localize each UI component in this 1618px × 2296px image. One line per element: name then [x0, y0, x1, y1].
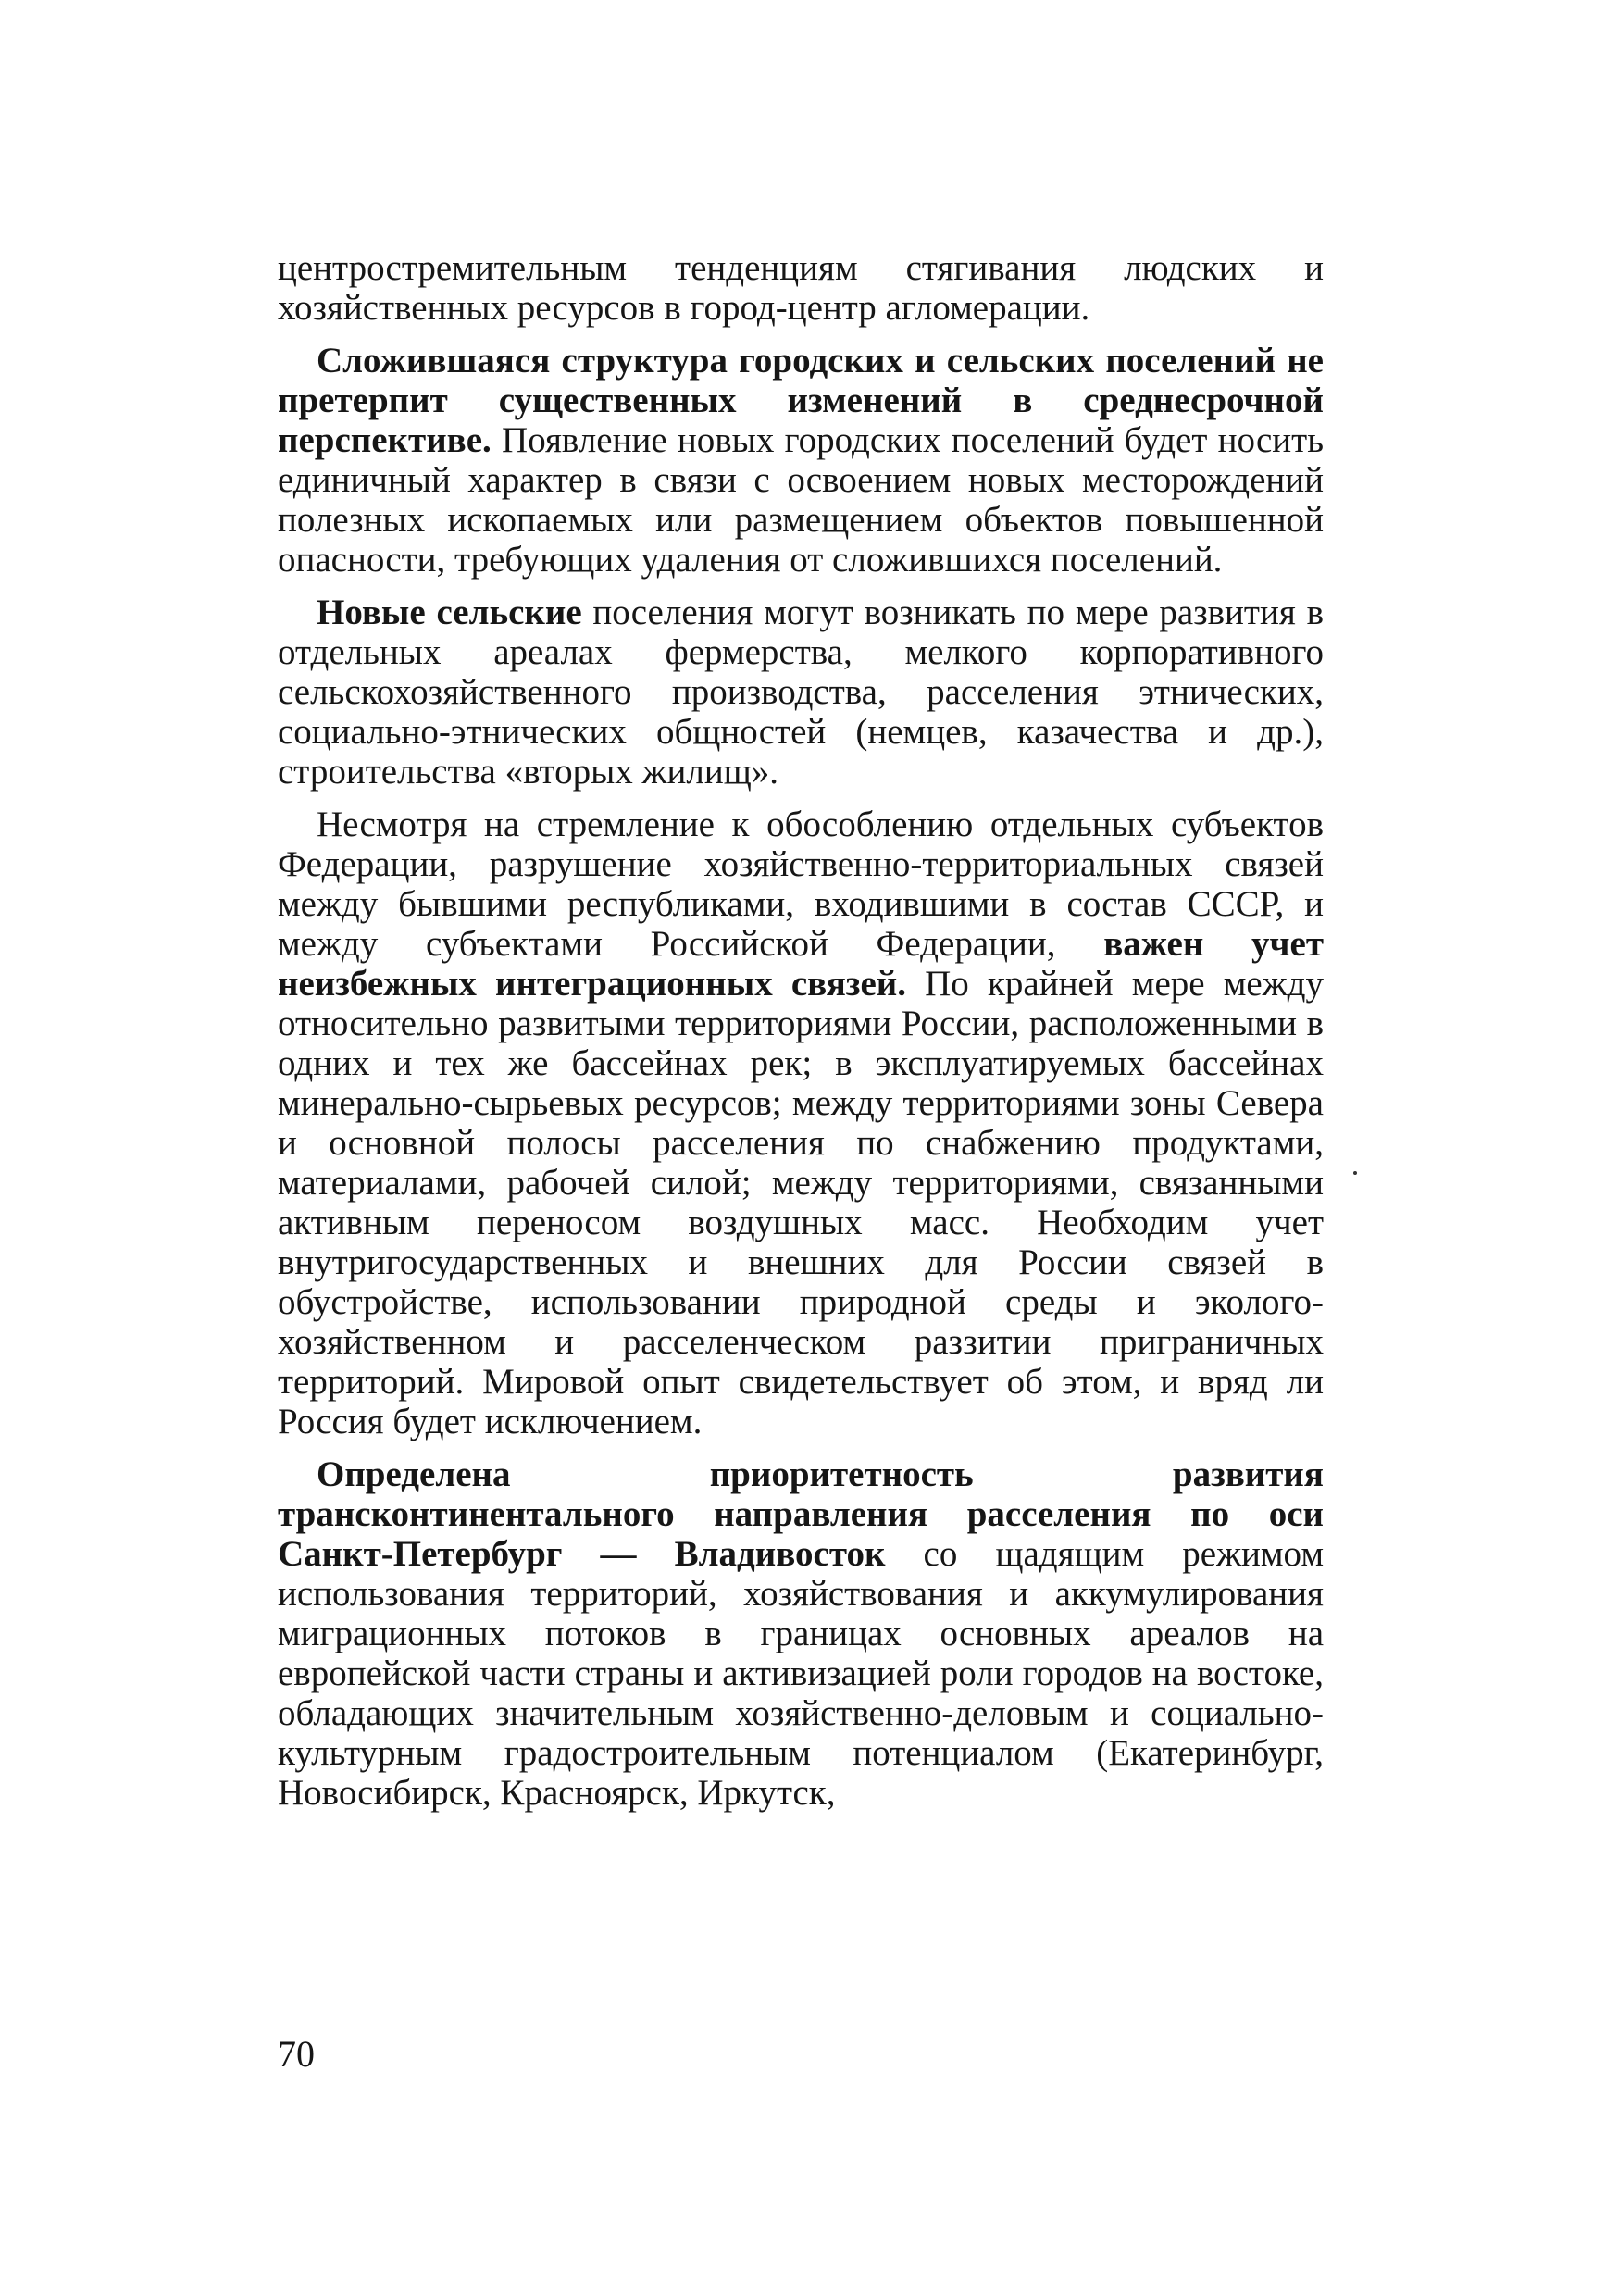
paragraph-1-text: центростремительным тенденциям стягивания людских и хозяйственных ресурсов в город-центр агломерации.: [278, 248, 1324, 328]
paragraph-2: [278, 341, 1324, 580]
paragraph-2-bold-lead: Сложившаяся структура городских и сельских поселений не претерпит существенных изменений в среднесрочной перспективе.: [278, 341, 1324, 460]
paragraph-4: [278, 805, 1324, 1441]
paragraph-3-bold-lead: Новые сельские: [317, 593, 582, 632]
scan-speck: [1353, 1171, 1357, 1175]
paragraph-4-text-end: По крайней мере между относительно развитыми территориями России, расположенными в одних и тех же бассейнах рек; в эксплуатируемых бассейнах минерально-сырьевых ресурсов; между территориями зоны Севера и основной полосы расселения по снабжению продуктами, материалами, рабочей силой; между территориями, связанными активным переносом воздушных масс. Необходим учет внутригосударственных и внешних для России связей в обустройстве, использовании природной среды и эколого-хозяйственном и расселенческом раззитии приграничных территорий. Мировой опыт свидетельствует об этом, и вряд ли Россия будет исключением.: [278, 964, 1324, 1441]
page-number: 70: [278, 2033, 315, 2075]
paragraph-4-bold-phrase: важен учет неизбежных интеграционных связей.: [278, 924, 1325, 1004]
paragraph-3: [278, 593, 1324, 792]
page-body: [278, 248, 1324, 1813]
paragraph-5-text: со щадящим режимом использования территорий, хозяйствования и аккумулирования миграционных потоков в границах основных ареалов на европейской части страны и активизацией роли городов на востоке, обладающих значительным хозяйственно-деловым и социально-культурным градостроительным потенциалом (Екатеринбург, Новосибирск, Красноярск, Иркутск,: [278, 1534, 1324, 1813]
paragraph-1: [278, 248, 1324, 328]
paragraph-5-bold-lead: Определена приоритетность развития трансконтинентального направления расселения по оси Санкт-Петербург — Владивосток: [278, 1454, 1324, 1574]
paragraph-5: [278, 1454, 1324, 1813]
paragraph-2-text: Появление новых городских поселений будет носить единичный характер в связи с освоением новых месторождений полезных ископаемых или размещением объектов повышенной опасности, требующих удаления от сложившихся поселений.: [278, 420, 1324, 580]
paragraph-4-text-start: Несмотря на стремление к обособлению отдельных субъектов Федерации, разрушение хозяйственно-территориальных связей между бывшими республиками, входившими в состав СССР, и между субъектами Российской Федерации,: [278, 805, 1324, 964]
paragraph-3-text: поселения могут возникать по мере развития в отдельных ареалах фермерства, мелкого корпоративного сельскохозяйственного производства, расселения этнических, социально-этнических общностей (немцев, казачества и др.), строительства «вторых жилищ».: [278, 593, 1324, 792]
